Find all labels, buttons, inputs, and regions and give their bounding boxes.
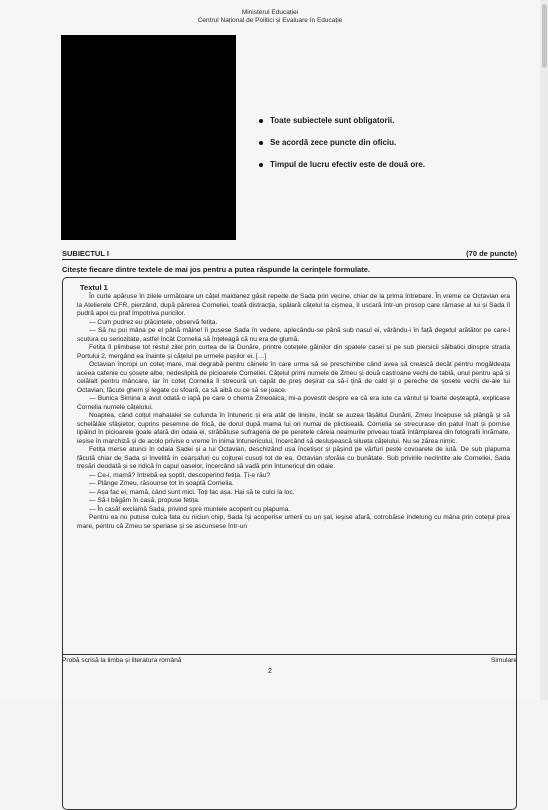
paragraph: — Cum pudrez eu plăcintele, observă fetița.	[89, 318, 218, 326]
paragraph: Pentru ea nu putuse culca fata cu niciun chip, Sada își acoperise umerii cu un șal, ieșise afară, cotrobăise îndelung cu mâna prin cotețul prea mare, pentru că Zmeu se speriase și se ascunsese într-un	[77, 514, 510, 530]
subject-points: (70 de puncte)	[466, 249, 517, 258]
page-footer	[62, 654, 517, 665]
paragraph: Octavian încropi un coteț mare, mai degrabă pentru câinele în care urma să se preschimbe când avea să crească decât pentru mogâldeața aceea cafenie cu șosete albe, nedeslipită de picioarele Corneliei. Cățelul primi numele de Zmeu și două castroane vechi de tablă, unul pentru apă și celălalt pentru mâncare, iar în coteț Cornelia îi strecură un capăt de preș deșirat ca să-i țină de cald și o pereche de șosete vechi de-ale lui Octavian, făcute ghem și legate cu sfoară, ca să aibă cu ce să se joace.	[77, 361, 510, 394]
text-box	[62, 277, 517, 810]
paragraph: În curte apăruse în zilele următoare un cățel maidanez găsit repede de Sada prin vecine, chiar de la prima întrebare. În vreme ce Octavian era la Atelierele CFR, pierzând, după părerea Corneliei, toată distracția, spălară cățelul la cișmea, îl uscară într-un prosop care rămase al lui și Sada îl pudră apoi cu praf împotriva puricilor.	[77, 293, 510, 317]
subject-label: SUBIECTUL I	[62, 249, 109, 258]
footer-subject: Probă scrisă la limba și literatura română	[62, 657, 182, 664]
instructions-list	[258, 116, 518, 182]
paragraph: Fetița îl plimbase tot restul zilei prin curtea de la Dunăre, printre cotețele găinilor din spatele casei și pe sub piersicii sălbatici dinspre strada Portului 2, mergând ea înainte și cățelul pe urmele pașilor ei. […]	[77, 344, 510, 360]
text-title: Textul 1	[80, 283, 108, 292]
paragraph: Noaptea, când colțul mahalalei se cufunda în întuneric și era atât de liniște, încât se auzea fâșâitul Dunării, Zmeu începuse să plângă și să schelălăie sfâșietor, cuprins pesemne de frică, de dorul după mama lui ori numai de plictiseală. Cornelia se strecurase din patul înalt și pornise lipăind în picioarele goale afară din odaia ei, străbătuse sufrageria de pe peretele căreia neamurile priveau toată întâmplarea din fotografii înrămate, ieșise în marchiză și de acolo privise o vreme în inima întunericului, încercând să deslușească silueta cățelului. Nu se zărea nimic.	[77, 412, 510, 445]
paragraph: — Bunica Simina a avut odată o iapă pe care o chema Zmeoaica, mi-a povestit despre ea că era iute ca vântul și foarte deșteaptă, explicase Cornelia numele cățelului.	[77, 395, 510, 411]
subject-heading	[62, 249, 517, 260]
header-center: Centrul Național de Politici și Evaluare în Educație	[197, 17, 343, 24]
instruction-bullet: Timpul de lucru efectiv este de două ore.	[258, 160, 518, 170]
redacted-block	[61, 35, 236, 240]
paragraph: — În casă! exclamă Sada, privind spre muntele acoperit cu plapuma.	[89, 505, 291, 513]
paragraph: Fetița merse atunci în odaia Sadei și a lui Octavian, deschizând ușa încetișor și pășind pe vârfuri peste covoarele de iută. De sub plapuma făcută chiar de Sada și învelită în cearșafuri cu cojturei cusuți tot de ea, Octavian sforăia cu bunătate. Sub privirile neclintite ale Corneliei, Sada tresări deodată și se ridică în capul oaselor, încercând să vadă prin întunericul din odaie.	[77, 446, 510, 470]
page-header	[0, 9, 540, 25]
vertical-scrollbar[interactable]	[540, 0, 548, 700]
instruction-bullet: Se acordă zece puncte din oficiu.	[258, 138, 518, 148]
text-body	[77, 293, 510, 531]
paragraph: — Să-l băgăm în casă, propuse fetița.	[89, 497, 200, 504]
paragraph: — Să nu pui mâna pe el până mâine! îi pusese Sada în vedere, aplecându-se până sub nasul ei, vârându-i în față degetul arătător pe care-l scutura cu seriozitate, astfel încât Cornelia să înțeleagă că nu era de glumă.	[77, 327, 510, 343]
task-instruction: Citește fiecare dintre textele de mai jos pentru a putea răspunde la cerințele formulate.	[62, 265, 371, 274]
footer-exam-type: Simulare	[490, 657, 517, 664]
instruction-bullet: Toate subiectele sunt obligatorii.	[258, 116, 518, 126]
page-number: 2	[268, 668, 272, 675]
paragraph: — Ce-i, mamă? întrebă ea șoptit, descoperind fetița. Ți-e rău?	[89, 471, 271, 479]
paragraph: — Plânge Zmeu, răsounse tot în șoaptă Cornelia.	[89, 480, 234, 487]
scrollbar-thumb[interactable]	[542, 4, 547, 68]
header-ministry: Ministerul Educației	[241, 9, 299, 16]
paragraph: — Așa fac ei, mamă, când sunt mici. Toți fac așa. Hai să te culci la loc.	[89, 488, 295, 496]
